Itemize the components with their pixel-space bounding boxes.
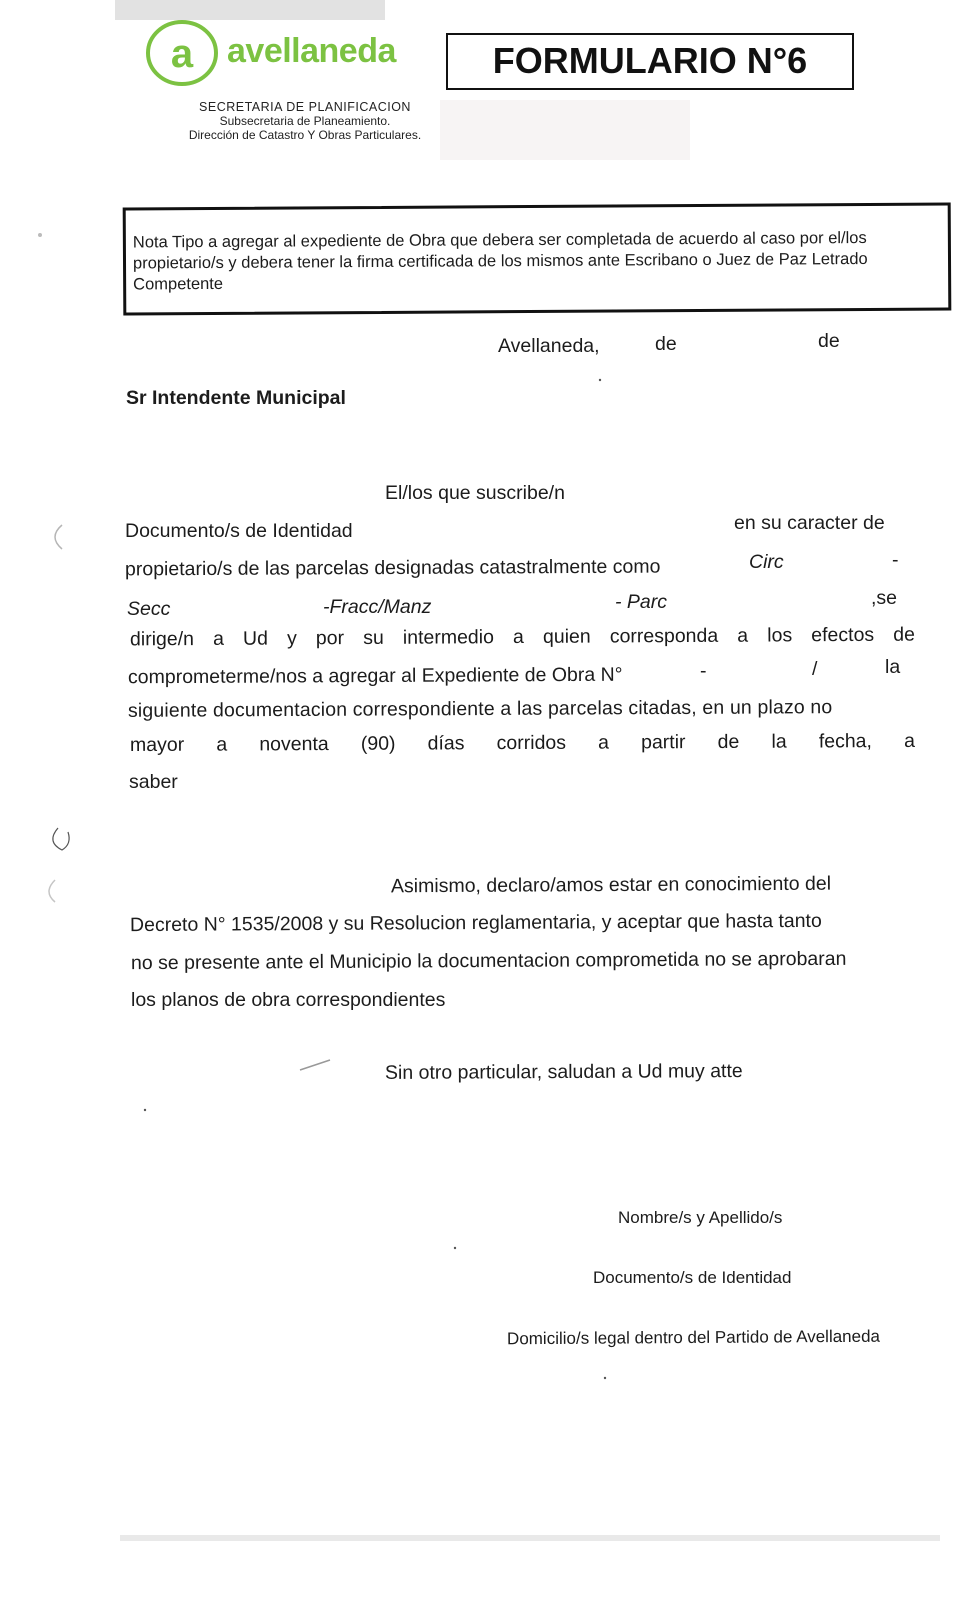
word: a — [512, 625, 524, 649]
p1-line3-circ: Circ — [749, 551, 784, 573]
agency-direccion: Dirección de Catastro Y Obras Particulares. — [188, 128, 422, 142]
signature-doc: Documento/s de Identidad — [593, 1268, 792, 1287]
svg-text:a: a — [170, 32, 194, 76]
p1-line4-fracc: -Fracc/Manz — [323, 596, 432, 618]
word: quien — [542, 625, 591, 648]
scan-smudge-header — [440, 100, 690, 160]
signature-address: Domicilio/s legal dentro del Partido de Avellaneda — [506, 1326, 881, 1349]
date-de-month: de — [655, 333, 677, 355]
p1-line2-caracter: en su caracter de — [734, 512, 885, 534]
p2-line3: no se presente ante el Municipio la documentacion comprometida no se aprobaran — [130, 947, 847, 975]
word: su — [363, 626, 384, 649]
word: días — [427, 732, 465, 755]
instruction-note: Nota Tipo a agregar al expediente de Obra que debera ser completada de acuerdo al caso por el/los propietario/s y debera tener la firma certificada de los mismos ante Escribano o Juez de Paz Letrado Competente — [123, 202, 952, 315]
word: corridos — [496, 731, 567, 755]
word: dirige/n — [129, 628, 195, 651]
word: de — [717, 730, 740, 753]
date-de-year: de — [818, 330, 840, 352]
p1-line6-dash: - — [700, 660, 707, 682]
p1-line6-slash: / — [812, 658, 818, 680]
avellaneda-logo — [145, 20, 405, 90]
p1-line4-se: ,se — [871, 587, 898, 609]
word: corresponda — [609, 624, 719, 648]
p1-line4-parc: - Parc — [615, 591, 668, 613]
logo-wordmark: avellaneda — [227, 32, 396, 70]
form-title: FORMULARIO N°6 — [446, 33, 854, 90]
p2-line2: Decreto N° 1535/2008 y su Resolucion reglamentaria, y aceptar que hasta tanto — [129, 909, 822, 937]
addressee: Sr Intendente Municipal — [126, 387, 346, 409]
word: (90) — [360, 732, 396, 755]
p1-line5 — [130, 624, 915, 652]
scan-smudge-top — [115, 0, 385, 20]
word: a — [216, 733, 228, 756]
p1-line4-secc: Secc — [127, 598, 171, 620]
p1-line1: El/los que suscribe/n — [385, 482, 565, 504]
p2-line4: los planos de obra correspondientes — [131, 989, 446, 1011]
closing: Sin otro particular, saludan a Ud muy atte — [384, 1060, 743, 1084]
p1-line7: siguiente documentacion correspondiente a las parcelas citadas, en un plazo no — [127, 696, 833, 722]
word: efectos — [811, 623, 875, 647]
p1-line3-text: propietario/s de las parcelas designadas catastralmente como — [124, 555, 661, 581]
agency-secretaria: SECRETARIA DE PLANIFICACION — [199, 100, 411, 114]
logo-mark-icon — [145, 20, 221, 86]
word: a — [598, 731, 610, 754]
p1-line3-dash: - — [892, 549, 899, 571]
p1-line6-text: comprometerme/nos a agregar al Expediente de Obra N° — [127, 663, 623, 689]
word: Ud — [242, 627, 269, 650]
p1-line8 — [130, 730, 915, 757]
signature-name: Nombre/s y Apellido/s — [618, 1208, 783, 1227]
word: a — [903, 729, 915, 753]
word: por — [315, 627, 345, 650]
agency-subsecretaria: Subsecretaria de Planeamiento. — [219, 114, 391, 128]
scan-smudge-bottom — [120, 1535, 940, 1541]
word: y — [286, 627, 297, 650]
word: intermedio — [402, 626, 494, 649]
word: la — [771, 730, 787, 753]
p2-line1: Asimismo, declaro/amos estar en conocimiento del — [390, 872, 832, 898]
p1-line2-doc: Documento/s de Identidad — [125, 520, 353, 542]
p1-line6-la: la — [885, 656, 901, 678]
p1-line9: saber — [129, 771, 178, 793]
word: a — [212, 627, 224, 650]
word: mayor — [129, 733, 185, 757]
word: noventa — [259, 733, 329, 756]
word: los — [767, 624, 793, 647]
word: a — [737, 624, 749, 647]
word: partir — [641, 731, 686, 754]
agency-block — [150, 100, 460, 142]
word: de — [893, 623, 915, 646]
word: fecha, — [818, 730, 872, 753]
date-city: Avellaneda, — [498, 335, 600, 357]
